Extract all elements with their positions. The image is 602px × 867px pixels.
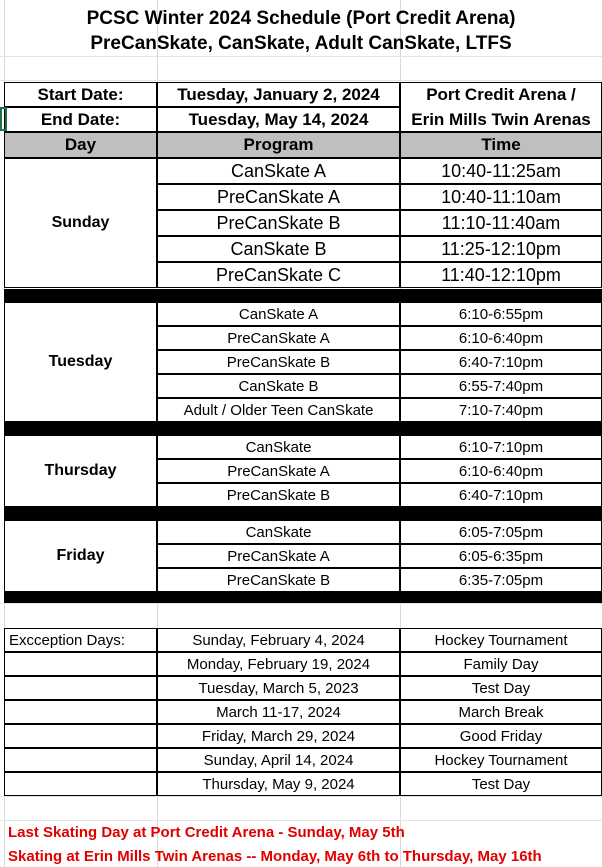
end-date-value: Tuesday, May 14, 2024 (157, 107, 400, 132)
exception-label-cell (4, 724, 157, 748)
grid-line (0, 796, 602, 797)
day-cell: Thursday (4, 435, 157, 507)
program-cell: CanSkate A (157, 302, 400, 326)
selected-cell[interactable] (0, 107, 7, 131)
day-block (4, 520, 602, 592)
program-cell: CanSkate A (157, 158, 400, 184)
time-cell: 10:40-11:10am (400, 184, 602, 210)
exception-reason: Test Day (400, 772, 602, 796)
grid-line (0, 56, 602, 57)
day-block (4, 158, 602, 288)
program-cell: CanSkate (157, 435, 400, 459)
exception-reason: Family Day (400, 652, 602, 676)
time-cell: 6:05-7:05pm (400, 520, 602, 544)
time-cell: 7:10-7:40pm (400, 398, 602, 422)
exception-reason: Test Day (400, 676, 602, 700)
location-line-2: Erin Mills Twin Arenas (411, 110, 591, 129)
exception-date: Monday, February 19, 2024 (157, 652, 400, 676)
time-cell: 11:40-12:10pm (400, 262, 602, 288)
black-separator-bar (4, 592, 602, 603)
exception-label-cell (4, 772, 157, 796)
black-separator-bar (4, 289, 602, 302)
time-cell: 6:10-7:10pm (400, 435, 602, 459)
program-cell: PreCanSkate B (157, 210, 400, 236)
program-cell: CanSkate (157, 520, 400, 544)
start-date-label: Start Date: (4, 82, 157, 107)
time-cell: 6:10-6:40pm (400, 326, 602, 350)
header-row (4, 132, 602, 158)
location-cell (4, 82, 602, 132)
program-cell: PreCanSkate A (157, 326, 400, 350)
time-cell: 6:55-7:40pm (400, 374, 602, 398)
exception-label-cell (4, 748, 157, 772)
exception-date: Tuesday, March 5, 2023 (157, 676, 400, 700)
time-cell: 6:35-7:05pm (400, 568, 602, 592)
exception-label-cell: Excception Days: (4, 628, 157, 652)
title-line-2: PreCanSkate, CanSkate, Adult CanSkate, LTFS (90, 33, 512, 54)
exception-date: Sunday, April 14, 2024 (157, 748, 400, 772)
time-cell: 6:10-6:40pm (400, 459, 602, 483)
exception-reason: March Break (400, 700, 602, 724)
header-program: Program (157, 132, 400, 158)
time-cell: 6:05-6:35pm (400, 544, 602, 568)
exception-reason: Good Friday (400, 724, 602, 748)
exception-label-cell (4, 700, 157, 724)
exception-reason: Hockey Tournament (400, 748, 602, 772)
program-cell: PreCanSkate A (157, 184, 400, 210)
grid-line (0, 603, 602, 604)
start-date-value: Tuesday, January 2, 2024 (157, 82, 400, 107)
day-cell: Tuesday (4, 302, 157, 422)
program-cell: Adult / Older Teen CanSkate (157, 398, 400, 422)
location-line-1: Port Credit Arena / (426, 85, 576, 104)
exception-date: Friday, March 29, 2024 (157, 724, 400, 748)
day-block (4, 302, 602, 422)
exception-label-cell (4, 652, 157, 676)
time-cell: 11:10-11:40am (400, 210, 602, 236)
time-cell: 11:25-12:10pm (400, 236, 602, 262)
exceptions-block (4, 628, 602, 796)
program-cell: PreCanSkate B (157, 350, 400, 374)
exception-date: March 11-17, 2024 (157, 700, 400, 724)
note-last-day: Last Skating Day at Port Credit Arena - Sunday, May 5th (8, 824, 405, 841)
exception-date: Thursday, May 9, 2024 (157, 772, 400, 796)
exception-date: Sunday, February 4, 2024 (157, 628, 400, 652)
program-cell: PreCanSkate B (157, 483, 400, 507)
time-cell: 10:40-11:25am (400, 158, 602, 184)
exception-label-cell (4, 676, 157, 700)
program-cell: CanSkate B (157, 374, 400, 398)
black-separator-bar (4, 507, 602, 520)
time-cell: 6:10-6:55pm (400, 302, 602, 326)
program-cell: PreCanSkate A (157, 459, 400, 483)
end-date-label: End Date: (4, 107, 157, 132)
black-separator-bar (4, 422, 602, 435)
day-block (4, 435, 602, 507)
header-time: Time (400, 132, 602, 158)
grid-line (0, 820, 602, 821)
note-erin-mills: Skating at Erin Mills Twin Arenas -- Monday, May 6th to Thursday, May 16th (8, 848, 542, 865)
program-cell: PreCanSkate C (157, 262, 400, 288)
day-cell: Friday (4, 520, 157, 592)
program-cell: PreCanSkate B (157, 568, 400, 592)
day-cell: Sunday (4, 158, 157, 288)
exception-reason: Hockey Tournament (400, 628, 602, 652)
grid-line (0, 80, 602, 81)
title-line-1: PCSC Winter 2024 Schedule (Port Credit Arena) (86, 8, 516, 29)
program-cell: PreCanSkate A (157, 544, 400, 568)
time-cell: 6:40-7:10pm (400, 483, 602, 507)
time-cell: 6:40-7:10pm (400, 350, 602, 374)
header-day: Day (4, 132, 157, 158)
program-cell: CanSkate B (157, 236, 400, 262)
